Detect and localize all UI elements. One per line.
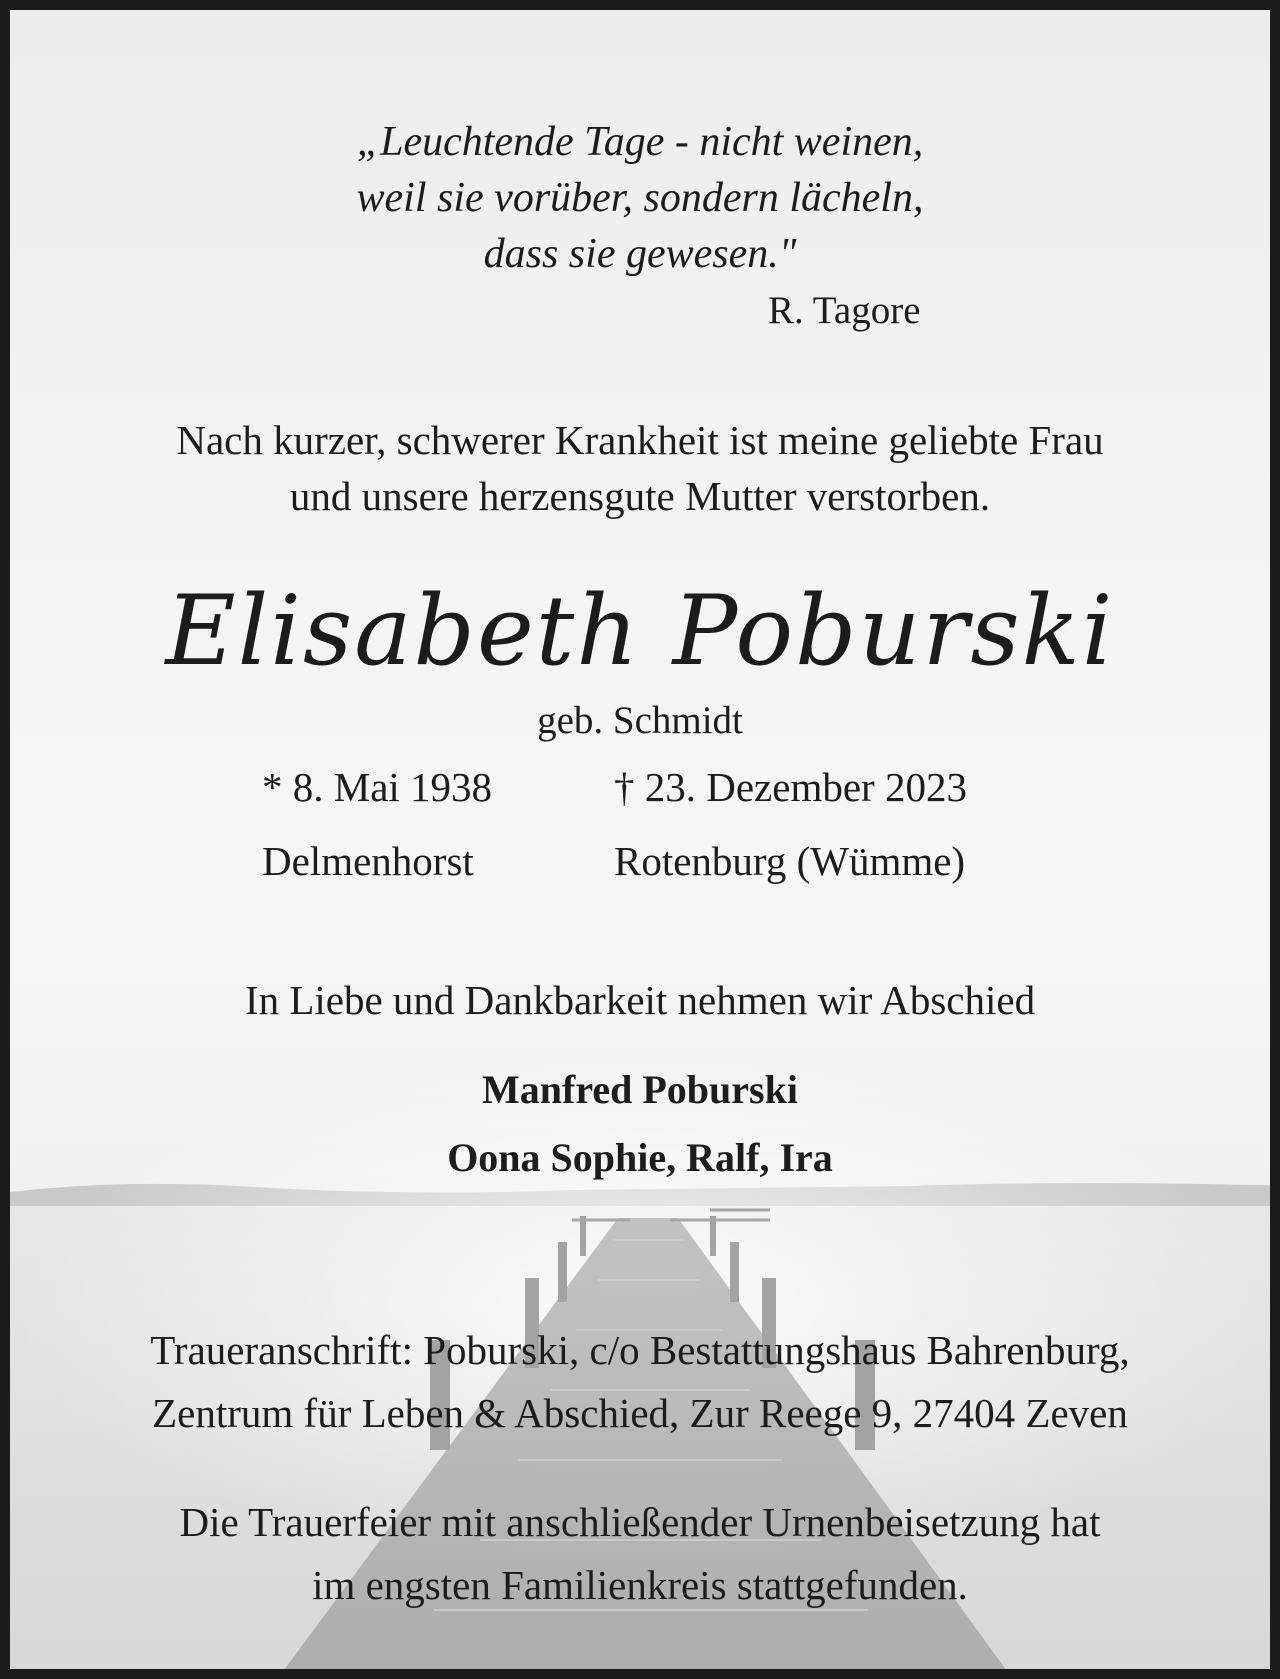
intro-line-1: Nach kurzer, schwerer Krankheit ist meine geliebte Frau xyxy=(176,417,1104,463)
ceremony-line-1: Die Trauerfeier mit anschließender Urnenbeisetzung hat xyxy=(179,1499,1101,1545)
birth-place: Delmenhorst xyxy=(262,838,474,884)
quote-author: R. Tagore xyxy=(768,289,921,332)
family-line-2: Oona Sophie, Ralf, Ira xyxy=(447,1135,833,1180)
address-line-2: Zentrum für Leben & Abschied, Zur Reege 9, 27404 Zeven xyxy=(152,1390,1128,1436)
deceased-name: Elisabeth Poburski xyxy=(165,575,1115,687)
quote-line-1: „Leuchtende Tage - nicht weinen, xyxy=(356,119,924,165)
quote-line-3: dass sie gewesen." xyxy=(483,231,797,277)
death-place: Rotenburg (Wümme) xyxy=(614,838,966,884)
address-line-1: Traueranschrift: Poburski, c/o Bestattungshaus Bahrenburg, xyxy=(150,1327,1130,1373)
intro-line-2: und unsere herzensgute Mutter verstorben. xyxy=(289,473,991,519)
death-date: † 23. Dezember 2023 xyxy=(614,764,967,810)
farewell-line: In Liebe und Dankbarkeit nehmen wir Abschied xyxy=(244,977,1036,1023)
birth-date: * 8. Mai 1938 xyxy=(262,764,493,810)
family-line-1: Manfred Poburski xyxy=(482,1067,798,1112)
quote-line-2: weil sie vorüber, sondern lächeln, xyxy=(356,175,924,221)
ceremony-line-2: im engsten Familienkreis stattgefunden. xyxy=(312,1562,968,1608)
birth-name: geb. Schmidt xyxy=(537,699,743,742)
